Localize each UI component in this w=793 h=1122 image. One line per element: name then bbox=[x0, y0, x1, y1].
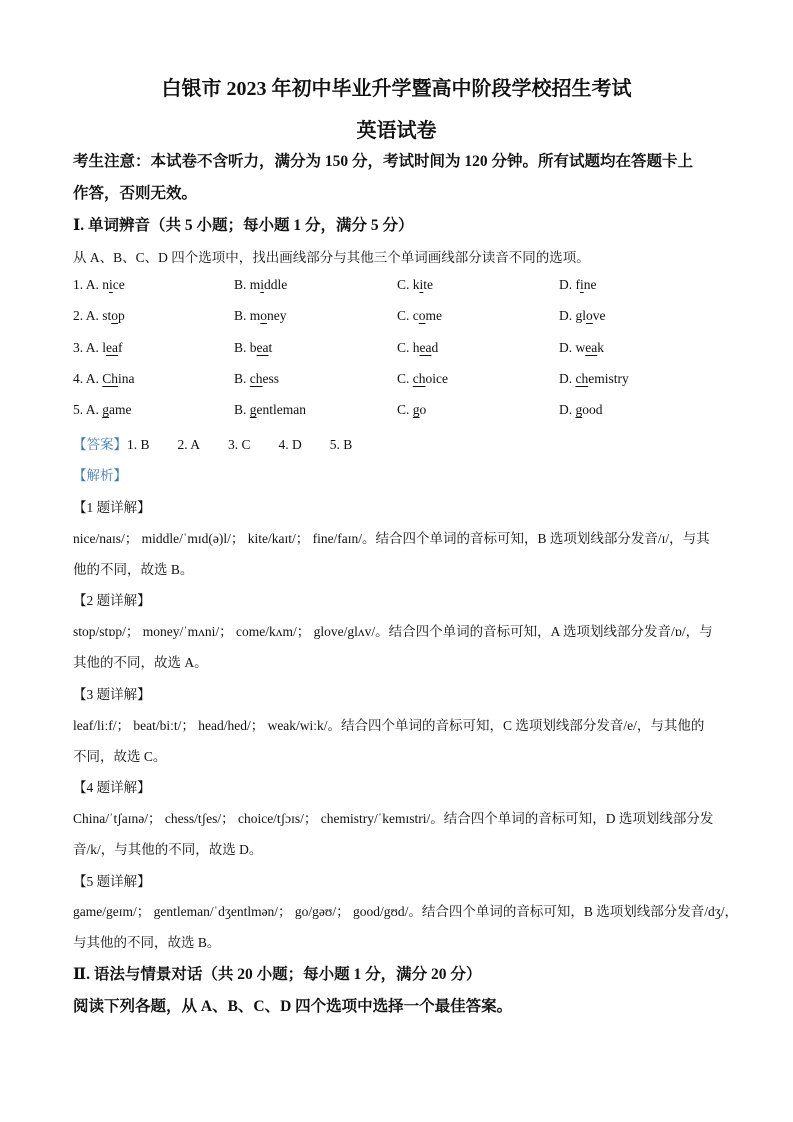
underlined-part: ch bbox=[575, 371, 589, 386]
detail-5-line-2: 与其他的不同，故选 B。 bbox=[73, 935, 221, 950]
question-number: 2. bbox=[73, 308, 84, 323]
option-word-suffix: ddle bbox=[264, 277, 288, 292]
option-letter: C. bbox=[397, 340, 410, 355]
detail-2-line-1: stop/stɒp/； money/ˈmʌni/； come/kʌm/； glove/glʌv/。结合四个单词的音标可知，A 选项划线部分发音/ɒ/，与 bbox=[73, 624, 713, 639]
option-letter: B. bbox=[234, 308, 247, 323]
question-5-option-c bbox=[397, 402, 426, 418]
answer-2: 2. A bbox=[177, 437, 201, 452]
answer-3: 3. C bbox=[228, 437, 251, 452]
option-word-suffix: ve bbox=[592, 308, 606, 323]
question-number: 1. bbox=[73, 277, 84, 292]
detail-3-line-1: leaf/liːf/； beat/biːt/； head/hed/； weak/wiːk/。结合四个单词的音标可知，C 选项划线部分发音/e/，与其他的 bbox=[73, 718, 705, 733]
question-4-option-b bbox=[234, 371, 279, 387]
option-letter: D. bbox=[559, 308, 573, 323]
option-word-suffix: oice bbox=[425, 371, 449, 386]
detail-1-line-1: nice/naɪs/； middle/ˈmɪd(ə)l/； kite/kaɪt/； fine/faɪn/。结合四个单词的音标可知，B 选项划线部分发音/ɪ/，与其 bbox=[73, 531, 710, 546]
option-letter: B. bbox=[234, 340, 247, 355]
option-letter: A. bbox=[85, 340, 99, 355]
section-1-heading: Ⅰ. 单词辨音（共 5 小题；每小题 1 分，满分 5 分） bbox=[73, 217, 414, 234]
question-5-option-b bbox=[234, 402, 306, 418]
option-letter: A. bbox=[85, 277, 99, 292]
option-word-prefix: m bbox=[249, 277, 261, 292]
section-1-instruction: 从 A、B、C、D 四个选项中，找出画线部分与其他三个单词画线部分读音不同的选项。 bbox=[73, 250, 590, 265]
underlined-part: g bbox=[102, 402, 110, 417]
option-word-suffix: f bbox=[118, 340, 123, 355]
question-number: 3. bbox=[73, 340, 84, 355]
underlined-part: ch bbox=[249, 371, 263, 386]
question-3-option-c bbox=[397, 340, 438, 356]
question-3-option-a bbox=[73, 340, 123, 356]
underlined-part: o bbox=[586, 308, 593, 323]
option-word-prefix: m bbox=[249, 308, 261, 323]
detail-1-heading: 【1 题详解】 bbox=[73, 500, 151, 515]
option-letter: D. bbox=[559, 277, 573, 292]
underlined-part: i bbox=[580, 277, 584, 292]
detail-3-heading: 【3 题详解】 bbox=[73, 687, 151, 702]
option-word-prefix: b bbox=[249, 340, 257, 355]
section-2-instruction: 阅读下列各题，从 A、B、C、D 四个选项中选择一个最佳答案。 bbox=[73, 998, 513, 1015]
option-letter: A. bbox=[85, 308, 99, 323]
option-letter: A. bbox=[85, 371, 99, 386]
underlined-part: o bbox=[111, 308, 119, 323]
option-word-prefix: l bbox=[102, 340, 107, 355]
notice-line-2: 作答，否则无效。 bbox=[73, 185, 198, 202]
option-letter: C. bbox=[397, 402, 410, 417]
option-word-suffix: me bbox=[425, 308, 443, 323]
question-1-option-d bbox=[559, 277, 597, 293]
option-letter: C. bbox=[397, 371, 410, 386]
underlined-part: i bbox=[109, 277, 113, 292]
detail-3-line-2: 不同，故选 C。 bbox=[73, 749, 167, 764]
underlined-part: g bbox=[412, 402, 420, 417]
detail-2-line-2: 其他的不同，故选 A。 bbox=[73, 655, 208, 670]
option-word-suffix: o bbox=[419, 402, 427, 417]
option-word-prefix: k bbox=[412, 277, 420, 292]
option-letter: B. bbox=[234, 277, 247, 292]
question-number: 5. bbox=[73, 402, 84, 417]
underlined-part: ea bbox=[419, 340, 432, 355]
answer-label: 【答案】 bbox=[73, 437, 127, 452]
exam-title: 白银市 2023 年初中毕业升学暨高中阶段学校招生考试 bbox=[161, 78, 632, 100]
question-4-option-a bbox=[73, 371, 135, 387]
underlined-part: ea bbox=[585, 340, 598, 355]
exam-subtitle: 英语试卷 bbox=[356, 120, 437, 142]
underlined-part: ch bbox=[412, 371, 426, 386]
underlined-part: Ch bbox=[102, 371, 119, 386]
detail-5-heading: 【5 题详解】 bbox=[73, 874, 151, 889]
option-letter: B. bbox=[234, 371, 247, 386]
question-1-option-a bbox=[73, 277, 125, 293]
option-letter: D. bbox=[559, 402, 573, 417]
option-word-suffix: ess bbox=[262, 371, 280, 386]
option-word-prefix: h bbox=[412, 340, 420, 355]
underlined-part: ea bbox=[106, 340, 119, 355]
option-letter: A. bbox=[85, 402, 99, 417]
underlined-part: g bbox=[249, 402, 257, 417]
question-number: 4. bbox=[73, 371, 84, 386]
question-2-option-c bbox=[397, 308, 442, 324]
option-word-suffix: p bbox=[118, 308, 125, 323]
question-2-option-b bbox=[234, 308, 287, 324]
option-letter: D. bbox=[559, 340, 573, 355]
option-word-suffix: ney bbox=[267, 308, 287, 323]
underlined-part: g bbox=[575, 402, 583, 417]
option-letter: D. bbox=[559, 371, 573, 386]
option-word-suffix: d bbox=[431, 340, 439, 355]
detail-4-heading: 【4 题详解】 bbox=[73, 780, 151, 795]
option-word-prefix: c bbox=[412, 308, 419, 323]
underlined-part: i bbox=[419, 277, 424, 292]
underlined-part: o bbox=[418, 308, 426, 323]
option-word-suffix: te bbox=[423, 277, 434, 292]
option-word-suffix: ood bbox=[582, 402, 603, 417]
answer-1: 1. B bbox=[127, 437, 150, 452]
option-word-prefix: f bbox=[575, 277, 580, 292]
option-word-suffix: ina bbox=[118, 371, 135, 386]
option-word-prefix: st bbox=[102, 308, 112, 323]
option-letter: B. bbox=[234, 402, 247, 417]
underlined-part: o bbox=[260, 308, 268, 323]
notice-line-1: 考生注意：本试卷不含听力，满分为 150 分，考试时间为 120 分钟。所有试题均在答题卡上 bbox=[73, 153, 694, 170]
detail-1-line-2: 他的不同，故选 B。 bbox=[73, 562, 194, 577]
detail-5-line-1: game/geɪm/； gentleman/ˈdʒentlmən/； go/gəʊ/； good/gʊd/。结合四个单词的音标可知，B 选项划线部分发音/dʒ/， bbox=[73, 904, 738, 919]
option-word-prefix: n bbox=[102, 277, 110, 292]
option-word-suffix: ne bbox=[583, 277, 597, 292]
question-1-option-b bbox=[234, 277, 287, 293]
underlined-part: ea bbox=[256, 340, 269, 355]
option-word-suffix: ame bbox=[109, 402, 132, 417]
option-word-suffix: k bbox=[597, 340, 604, 355]
section-2-heading: Ⅱ. 语法与情景对话（共 20 小题；每小题 1 分，满分 20 分） bbox=[73, 966, 482, 983]
analysis-label: 【解析】 bbox=[73, 468, 127, 483]
question-4-option-d bbox=[559, 371, 629, 387]
answer-row bbox=[73, 433, 380, 453]
option-word-prefix: w bbox=[575, 340, 586, 355]
answer-5: 5. B bbox=[329, 437, 353, 452]
question-5-option-d bbox=[559, 402, 603, 418]
option-word-suffix: entleman bbox=[256, 402, 306, 417]
option-word-suffix: t bbox=[268, 340, 273, 355]
option-word-suffix: ce bbox=[112, 277, 125, 292]
question-1-option-c bbox=[397, 277, 433, 293]
detail-4-line-1: China/ˈtʃaɪnə/； chess/tʃes/； choice/tʃɔɪs/； chemistry/ˈkemɪstri/。结合四个单词的音标可知，D 选项划线部分发 bbox=[73, 811, 714, 826]
option-letter: C. bbox=[397, 277, 410, 292]
detail-4-line-2: 音/k/，与其他的不同，故选 D。 bbox=[73, 842, 263, 857]
detail-2-heading: 【2 题详解】 bbox=[73, 593, 151, 608]
option-word-prefix: gl bbox=[575, 308, 587, 323]
option-letter: C. bbox=[397, 308, 410, 323]
underlined-part: i bbox=[260, 277, 265, 292]
question-5-option-a bbox=[73, 402, 132, 418]
question-2-option-a bbox=[73, 308, 125, 324]
option-word-suffix: emistry bbox=[588, 371, 629, 386]
answer-4: 4. D bbox=[278, 437, 302, 452]
question-4-option-c bbox=[397, 371, 448, 387]
question-3-option-d bbox=[559, 340, 604, 356]
question-3-option-b bbox=[234, 340, 272, 356]
question-2-option-d bbox=[559, 308, 606, 324]
